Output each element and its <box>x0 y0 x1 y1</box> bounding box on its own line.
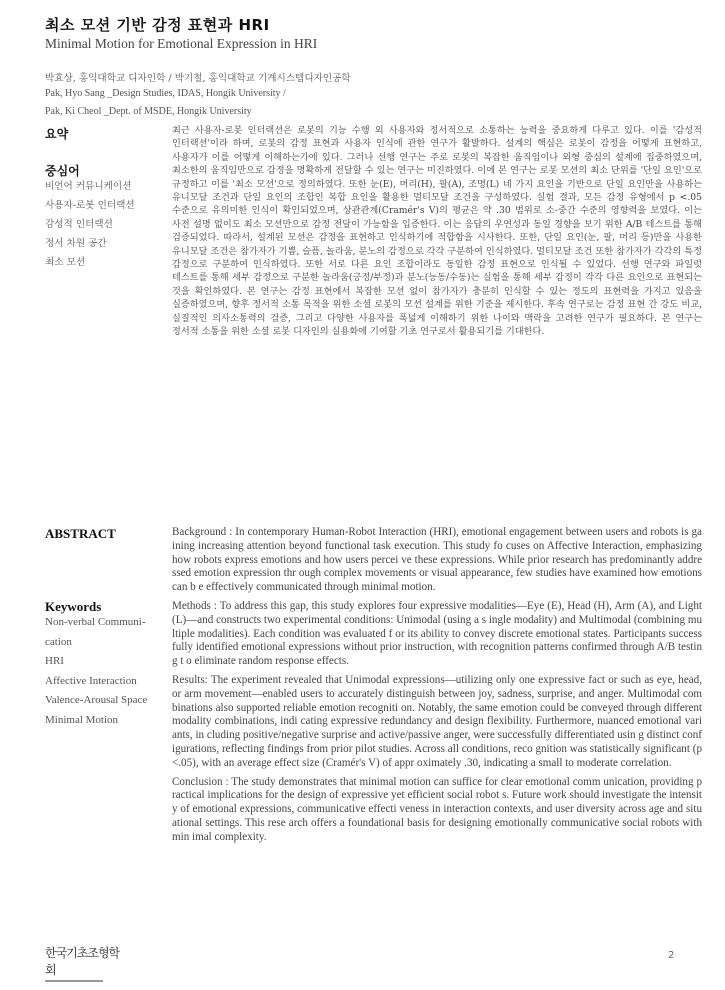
authors-korean: 박효상, 홍익대학교 디자인학 / 박기철, 홍익대학교 기계시스템디자인공학 <box>45 73 351 84</box>
abstract-results: Results: The experiment revealed that Unimodal expressions—utilizing only one expressive fact or such as eye, head, or arm movement—enabled users to accurately distinguish between joy, sadness, surprise, and anger. Multimodal combinations also supported reliable emotion recogniti on. Notably, the same emotion could be conveyed through different modality combinations, indi cating expressive redundancy and design flexibility. Furthermore, nuanced emotional variants, in cluding positive/negative surprise and active/passive anger, were successfully differentiated usin g distinct configurations, reflecting findings from prior pilot studies. Across all conditions, reco gnition was statistically significant (p <.05), with an average effect size (Cramér's V) of appr oximately .30, indicating a small to moderate correlation. <box>172 673 702 769</box>
korean-abstract-body: 최근 사용자-로봇 인터랙션은 로봇의 기능 수행 외 사용자와 정서적으로 소통하는 능력을 중요하게 다루고 있다. 이를 '감성적 인터랙션'이라 하며, 로봇의 감정 표현과 사용자 인식에 관한 연구가 활발하다. 설계의 핵심은 로봇이 감정을 어떻게 표현하고, 사용자가 이를 어떻게 이해하는가에 있다. 그러나 선행 연구는 주로 로봇의 복잡한 움직임이나 외형 중심의 설계에 집중하였으며, 최소한의 움직임만으로 감정을 명확하게 전달할 수 있는 연구는 미진하였다. 이에 본 연구는 로봇 모션의 최소 단위를 '단일 요인'으로 규정하고 이를 '최소 모션'으로 정의하였다. 또한 눈(E), 머리(H), 팔(A), 조명(L) 네 가지 요인을 기반으로 단일 요인만을 사용하는 유니모달 조건과 단일 요인의 조합인 복합 요인을 활용한 멀티모달 조건을 구성하였다. 실험 결과, 모든 감정 유형에서 p <.05 수준으로 유의미한 인식이 확인되었으며, 상관관계(Cramér's V)의 평균은 약 .30 범위로 소-중간 수준의 영향력을 보였다. 이는 사전 설명 없이도 최소 모션만으로 감정 전달이 가능함을 입증한다. 이는 응답의 우연성과 동일 경향을 보기 위한 A/B 테스트를 통해 검증되었다. 따라서, 설계된 모션은 감정을 표현하고 인식하기에 적합함을 시사한다. 또한, 단일 요인(눈, 팔, 머리 등)만을 사용한 유니모달 조건은 참가자가 기쁨, 슬픔, 놀라움, 분노의 감정으로 각각 구분하여 인식하였다. 멀티모달 조건 또한 참가자가 각각의 특정 감정으로 구분하여 인식하였다. 또한 서로 다른 요인 조합이라도 동일한 감정 표현으로 인식될 수 있었다. 선행 연구와 파일럿 테스트를 통해 세부 감정으로 구분한 놀라움(긍정/부정)과 분노(능동/수동)는 실험을 통해 세부 감정이 각각 다른 요인으로 표현되는 것을 확인하였다. 본 연구는 감정 표현에서 복잡한 모션 없이 참가자가 충분히 인식할 수 있는 정도의 표현력을 가지고 있음을 실증하였으며, 향후 정서적 소통 목적을 위한 소셜 로봇의 모션 설계를 위한 기준을 제시한다. 후속 연구로는 감정 표현 간 강도 비교, 실질적인 의사소통력의 검증, 그리고 다양한 사용자를 폭넓게 이해하기 위한 나이와 맥락을 고려한 연구가 필요하다. 본 연구는 정서적 소통을 위한 소셜 로봇 디자인의 실용화에 기여할 기초 연구로서 활용되기를 기대한다. <box>172 125 702 338</box>
abstract-methods: Methods : To address this gap, this study explores four expressive modalities—Eye (E), Head (H), Arm (A), and Light (L)—and constructs two experimental conditions: Unimodal (using a s ingle modality) and Multimodal (combining multiple modalities). Each condition was evaluated f or its ability to convey discrete emotional states. Participants successfully identified emotional expressions without prior instruction, with recognition patterns confirmed through A/B testing t o eliminate random response effects. <box>172 599 702 668</box>
keyword-item: cation <box>45 635 72 648</box>
keyword-item: 비언어 커뮤니케이션 <box>45 181 132 192</box>
korean-abstract-heading: 요약 <box>45 127 69 141</box>
keyword-item: HRI <box>45 655 64 667</box>
keyword-item: 정서 차원 공간 <box>45 238 107 249</box>
page-number: 2 <box>668 950 675 961</box>
english-keywords-list <box>45 613 163 730</box>
authors-english-line-2: Pak, Ki Cheol _Dept. of MSDE, Hongik University <box>45 106 252 117</box>
paper-title-korean: 최소 모션 기반 감정 표현과 HRI <box>45 16 270 34</box>
keyword-item: Minimal Motion <box>45 713 119 726</box>
keyword-item: Affective Interaction <box>45 674 137 687</box>
english-keywords-heading: Keywords <box>45 599 102 614</box>
society-logo-text: 한국기초조형학회 <box>45 946 120 977</box>
society-logo-bar <box>45 980 103 982</box>
keyword-item: 감성적 인터랙션 <box>45 219 113 230</box>
keyword-item: 최소 모션 <box>45 257 86 268</box>
keyword-item: Non-verbal Communi- <box>45 616 146 628</box>
keyword-item: 사용자-로봇 인터랙션 <box>45 200 135 211</box>
abstract-conclusion: Conclusion : The study demonstrates that minimal motion can suffice for clear emotional comm unication, providing practical implications for the design of expressive yet efficient social robot s. Future work should investigate the intensity of emotional expressions, communicative effecti veness in interaction contexts, and user diversity across age and situational settings. This rese arch offers a foundational basis for designing emotionally communicative social robots with min imal complexity. <box>172 775 702 843</box>
abstract-background: Background : In contemporary Human-Robot Interaction (HRI), emotional engagement between users and robots is gaining increasing attention beyond functional task execution. This study fo cuses on Affective Interaction, emphasizing how robots express emotions and how users percei ve these expressions. While prior research has predominantly addressed emotion expression thr ough complex movements or visual appearance, few studies have examined how emotions can b e effectively communicated through minimal motion. <box>172 526 702 594</box>
paper-title-english: Minimal Motion for Emotional Expression in HRI <box>45 36 318 51</box>
english-abstract-body <box>172 526 702 850</box>
keyword-item: Valence-Arousal Space <box>45 694 148 706</box>
society-logo <box>45 944 125 977</box>
authors-english-line-1: Pak, Hyo Sang _Design Studies, IDAS, Hongik University / <box>45 88 286 99</box>
korean-keywords-list <box>45 177 135 272</box>
english-abstract-heading: ABSTRACT <box>45 526 116 541</box>
korean-keywords-heading: 중심어 <box>45 164 80 178</box>
